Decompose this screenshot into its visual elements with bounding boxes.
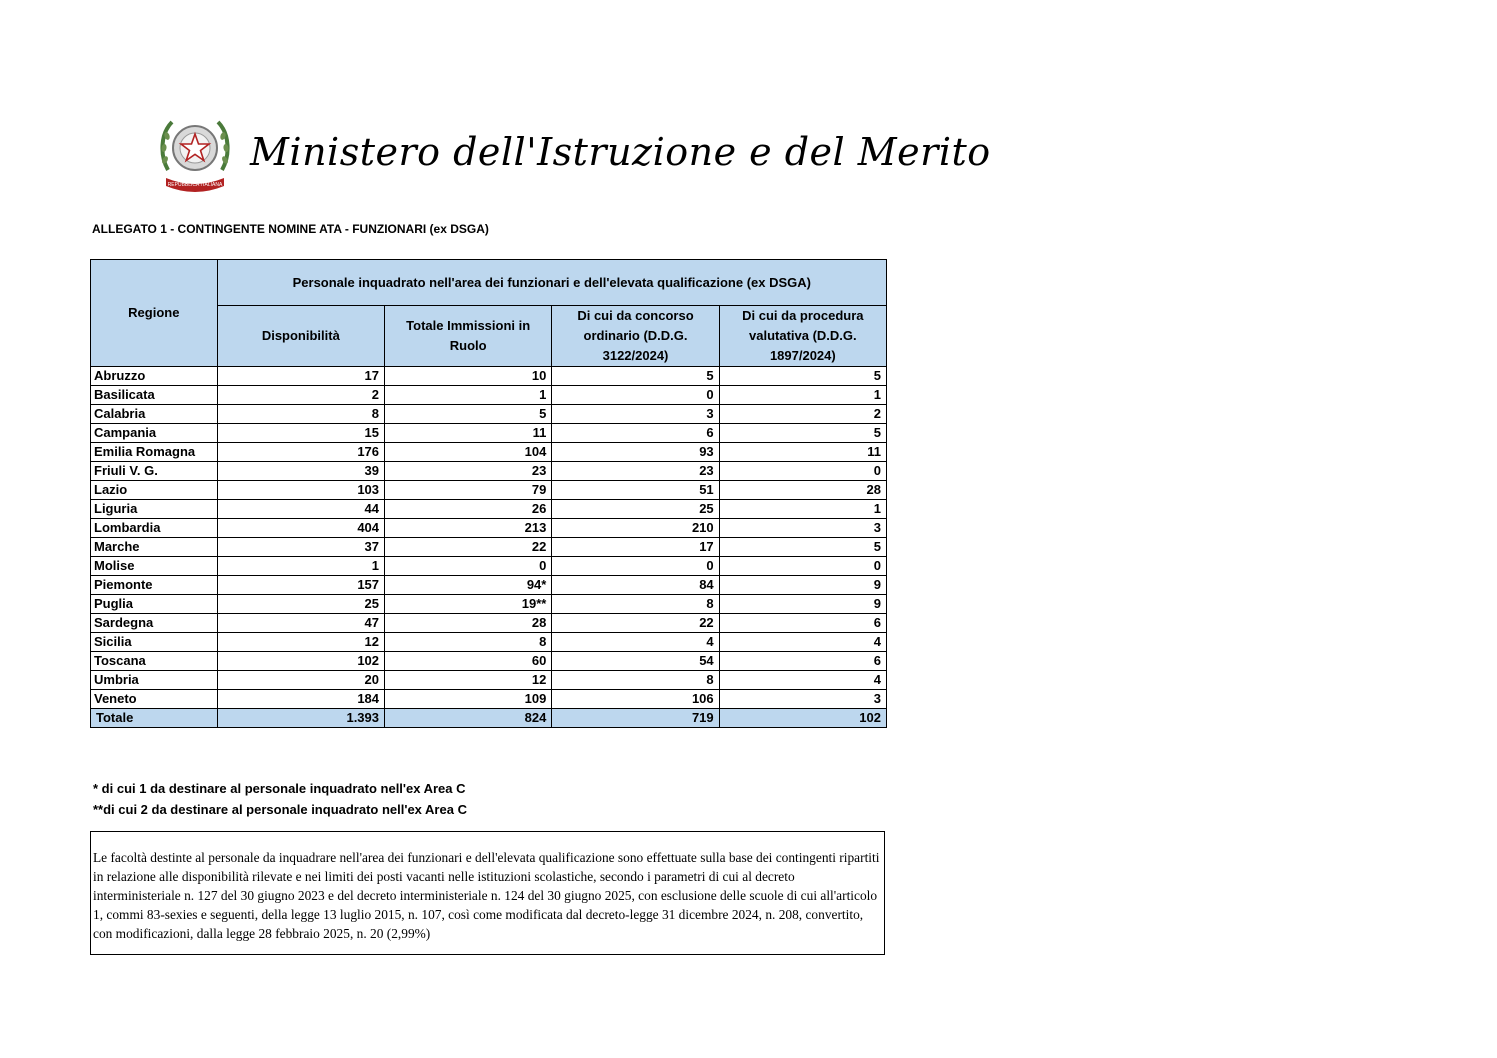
table-row bbox=[91, 652, 887, 671]
procedura-cell: 2 bbox=[719, 405, 886, 424]
totale-cell: 104 bbox=[385, 443, 552, 462]
procedura-cell: 11 bbox=[719, 443, 886, 462]
concorso-cell: 4 bbox=[552, 633, 719, 652]
table-row bbox=[91, 557, 887, 576]
region-column-header: Regione bbox=[91, 260, 218, 367]
concorso-cell: 54 bbox=[552, 652, 719, 671]
concorso-cell: 84 bbox=[552, 576, 719, 595]
concorso-cell: 3 bbox=[552, 405, 719, 424]
totale-cell: 79 bbox=[385, 481, 552, 500]
procedura-cell: 5 bbox=[719, 424, 886, 443]
region-cell: Abruzzo bbox=[91, 367, 218, 386]
table-row bbox=[91, 481, 887, 500]
disponibilita-cell: 176 bbox=[217, 443, 384, 462]
procedura-cell: 1 bbox=[719, 500, 886, 519]
procedura-cell: 4 bbox=[719, 633, 886, 652]
totale-cell: 19** bbox=[385, 595, 552, 614]
totale-cell: 5 bbox=[385, 405, 552, 424]
totale-cell: 12 bbox=[385, 671, 552, 690]
table-row bbox=[91, 633, 887, 652]
disponibilita-cell: 157 bbox=[217, 576, 384, 595]
table-body bbox=[91, 367, 887, 728]
footnotes bbox=[93, 778, 467, 820]
procedura-cell: 28 bbox=[719, 481, 886, 500]
disponibilita-cell: 47 bbox=[217, 614, 384, 633]
totale-cell: 8 bbox=[385, 633, 552, 652]
concorso-cell: 22 bbox=[552, 614, 719, 633]
totale-cell: 10 bbox=[385, 367, 552, 386]
totale-cell: 0 bbox=[385, 557, 552, 576]
disponibilita-cell: 102 bbox=[217, 652, 384, 671]
procedura-cell: 0 bbox=[719, 462, 886, 481]
totale-cell: 1 bbox=[385, 386, 552, 405]
table-row bbox=[91, 462, 887, 481]
procedura-cell: 9 bbox=[719, 595, 886, 614]
ministry-name: Ministero dell'Istruzione e del Merito bbox=[250, 130, 991, 174]
table-row bbox=[91, 500, 887, 519]
table-row bbox=[91, 424, 887, 443]
totale-cell: 28 bbox=[385, 614, 552, 633]
region-cell: Friuli V. G. bbox=[91, 462, 218, 481]
disponibilita-cell: 39 bbox=[217, 462, 384, 481]
procedura-cell: 0 bbox=[719, 557, 886, 576]
totale-cell: 26 bbox=[385, 500, 552, 519]
procedura-cell: 1 bbox=[719, 386, 886, 405]
region-cell: Basilicata bbox=[91, 386, 218, 405]
concorso-cell: 93 bbox=[552, 443, 719, 462]
concorso-cell: 0 bbox=[552, 386, 719, 405]
procedura-cell: 9 bbox=[719, 576, 886, 595]
totale-cell: 23 bbox=[385, 462, 552, 481]
table-row bbox=[91, 519, 887, 538]
total-concorso-cell: 719 bbox=[552, 709, 719, 728]
italian-republic-emblem-icon bbox=[158, 112, 232, 192]
region-cell: Lombardia bbox=[91, 519, 218, 538]
region-cell: Sardegna bbox=[91, 614, 218, 633]
table-row bbox=[91, 367, 887, 386]
letterhead bbox=[158, 112, 991, 192]
document-title: ALLEGATO 1 - CONTINGENTE NOMINE ATA - FUNZIONARI (ex DSGA) bbox=[92, 222, 489, 236]
total-totale-cell: 824 bbox=[385, 709, 552, 728]
region-cell: Emilia Romagna bbox=[91, 443, 218, 462]
column-header-procedura-valutativa: Di cui da procedura valutativa (D.D.G. 1897/2024) bbox=[719, 306, 886, 367]
total-procedura-cell: 102 bbox=[719, 709, 886, 728]
concorso-cell: 6 bbox=[552, 424, 719, 443]
concorso-cell: 0 bbox=[552, 557, 719, 576]
totale-cell: 22 bbox=[385, 538, 552, 557]
table-row bbox=[91, 405, 887, 424]
disponibilita-cell: 44 bbox=[217, 500, 384, 519]
procedura-cell: 4 bbox=[719, 671, 886, 690]
totale-cell: 60 bbox=[385, 652, 552, 671]
region-cell: Campania bbox=[91, 424, 218, 443]
region-cell: Marche bbox=[91, 538, 218, 557]
disponibilita-cell: 2 bbox=[217, 386, 384, 405]
totale-cell: 94* bbox=[385, 576, 552, 595]
column-header-totale-immissioni: Totale Immissioni in Ruolo bbox=[385, 306, 552, 367]
disponibilita-cell: 17 bbox=[217, 367, 384, 386]
region-cell: Puglia bbox=[91, 595, 218, 614]
disponibilita-cell: 25 bbox=[217, 595, 384, 614]
disponibilita-cell: 1 bbox=[217, 557, 384, 576]
region-cell: Sicilia bbox=[91, 633, 218, 652]
table-row bbox=[91, 538, 887, 557]
concorso-cell: 51 bbox=[552, 481, 719, 500]
footnote: **di cui 2 da destinare al personale inquadrato nell'ex Area C bbox=[93, 802, 467, 817]
footnote: * di cui 1 da destinare al personale inquadrato nell'ex Area C bbox=[93, 781, 466, 796]
procedura-cell: 6 bbox=[719, 652, 886, 671]
concorso-cell: 106 bbox=[552, 690, 719, 709]
procedura-cell: 3 bbox=[719, 519, 886, 538]
concorso-cell: 210 bbox=[552, 519, 719, 538]
concorso-cell: 23 bbox=[552, 462, 719, 481]
procedura-cell: 5 bbox=[719, 367, 886, 386]
concorso-cell: 25 bbox=[552, 500, 719, 519]
concorso-cell: 5 bbox=[552, 367, 719, 386]
region-cell: Umbria bbox=[91, 671, 218, 690]
region-cell: Veneto bbox=[91, 690, 218, 709]
region-cell: Piemonte bbox=[91, 576, 218, 595]
table-row bbox=[91, 614, 887, 633]
table-row bbox=[91, 576, 887, 595]
contingent-table bbox=[90, 259, 887, 728]
disponibilita-cell: 103 bbox=[217, 481, 384, 500]
procedura-cell: 3 bbox=[719, 690, 886, 709]
disponibilita-cell: 15 bbox=[217, 424, 384, 443]
total-label: Totale bbox=[91, 709, 218, 728]
explanatory-note: Le facoltà destinte al personale da inquadrare nell'area dei funzionari e dell'elevata qualificazione sono effettuate sulla base dei contingenti ripartiti in relazione alle disponibilità rilevate e nei limiti dei posti vacanti nelle istituzioni scolastiche, secondo i parametri di cui al decreto interministeriale n. 127 del 30 giugno 2023 e del decreto interministeriale n. 124 del 30 giugno 2025, con esclusione delle scuole di cui all'articolo 1, commi 83-sexies e seguenti, della legge 13 luglio 2015, n. 107, così come modificata dal decreto-legge 31 dicembre 2024, n. 208, convertito, con modificazioni, dalla legge 28 febbraio 2025, n. 20 (2,99%) bbox=[90, 831, 885, 955]
region-cell: Toscana bbox=[91, 652, 218, 671]
disponibilita-cell: 12 bbox=[217, 633, 384, 652]
table-row bbox=[91, 443, 887, 462]
region-cell: Calabria bbox=[91, 405, 218, 424]
concorso-cell: 17 bbox=[552, 538, 719, 557]
totale-cell: 213 bbox=[385, 519, 552, 538]
disponibilita-cell: 37 bbox=[217, 538, 384, 557]
table-row bbox=[91, 671, 887, 690]
disponibilita-cell: 184 bbox=[217, 690, 384, 709]
totale-cell: 109 bbox=[385, 690, 552, 709]
concorso-cell: 8 bbox=[552, 671, 719, 690]
table-row bbox=[91, 690, 887, 709]
emblem-ribbon-text: REPUBBLICA ITALIANA bbox=[167, 182, 223, 188]
total-disponibilita-cell: 1.393 bbox=[217, 709, 384, 728]
group-column-header: Personale inquadrato nell'area dei funzionari e dell'elevata qualificazione (ex DSGA) bbox=[217, 260, 886, 306]
disponibilita-cell: 404 bbox=[217, 519, 384, 538]
procedura-cell: 6 bbox=[719, 614, 886, 633]
table-row bbox=[91, 595, 887, 614]
procedura-cell: 5 bbox=[719, 538, 886, 557]
disponibilita-cell: 20 bbox=[217, 671, 384, 690]
concorso-cell: 8 bbox=[552, 595, 719, 614]
disponibilita-cell: 8 bbox=[217, 405, 384, 424]
table-row bbox=[91, 386, 887, 405]
region-cell: Molise bbox=[91, 557, 218, 576]
column-header-disponibilita: Disponibilità bbox=[217, 306, 384, 367]
total-row bbox=[91, 709, 887, 728]
totale-cell: 11 bbox=[385, 424, 552, 443]
column-header-concorso-ordinario: Di cui da concorso ordinario (D.D.G. 3122/2024) bbox=[552, 306, 719, 367]
region-cell: Lazio bbox=[91, 481, 218, 500]
region-cell: Liguria bbox=[91, 500, 218, 519]
